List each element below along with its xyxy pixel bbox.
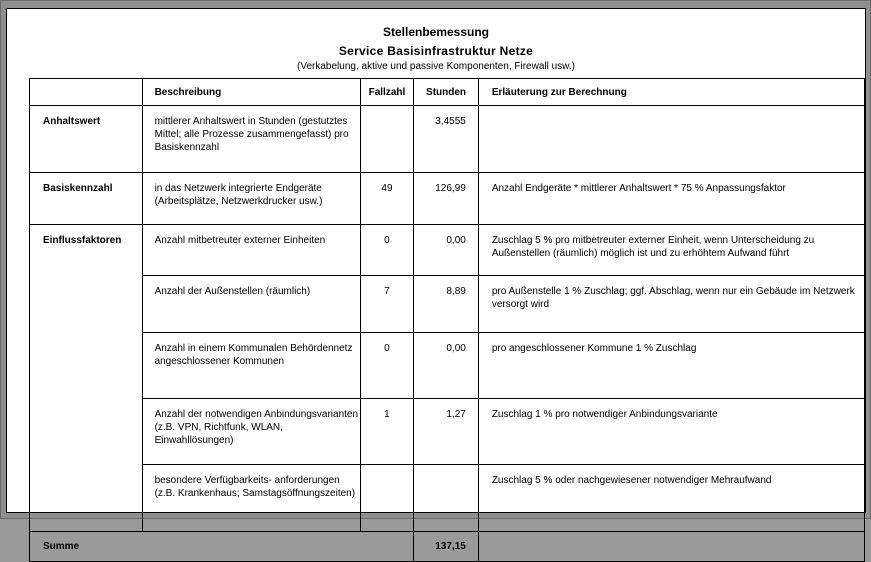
row-label: Basiskennzahl [30, 173, 143, 225]
table-row [30, 173, 865, 225]
header-stunden: Stunden [414, 79, 479, 106]
row-stunden: 0,00 [414, 225, 479, 276]
table-row [30, 276, 865, 333]
row-label [30, 465, 143, 532]
row-fallzahl [360, 465, 414, 532]
row-description: Anzahl der notwendigen Anbindungsvarianten (z.B. VPN, Richtfunk, WLAN, Einwahllösungen) [142, 399, 360, 465]
row-note [478, 106, 864, 173]
summe-value: 137,15 [414, 532, 479, 562]
document-subtitle: Service Basisinfrastruktur Netze [338, 44, 534, 58]
row-fallzahl: 7 [360, 276, 414, 333]
row-description: in das Netzwerk integrierte Endgeräte (Arbeitsplätze, Netzwerkdrucker usw.) [142, 173, 360, 225]
row-note: Zuschlag 5 % pro mitbetreuter externer Einheit, wenn Unterscheidung zu Außenstellen (räumlich) möglich ist und zu erhöhtem Aufwand führt [478, 225, 864, 276]
row-fallzahl: 0 [360, 225, 414, 276]
header-fallzahl: Fallzahl [360, 79, 414, 106]
header-erlaeuterung: Erläuterung zur Berechnung [478, 79, 864, 106]
table-row [30, 333, 865, 399]
row-stunden [414, 465, 479, 532]
row-fallzahl: 0 [360, 333, 414, 399]
row-note: Zuschlag 1 % pro notwendiger Anbindungsvariante [478, 399, 864, 465]
summe-label: Summe [30, 532, 414, 562]
row-note: pro Außenstelle 1 % Zuschlag; ggf. Abschlag, wenn nur ein Gebäude im Netzwerk versorgt wird [478, 276, 864, 333]
row-stunden: 0,00 [414, 333, 479, 399]
row-label: Anhaltswert [30, 106, 143, 173]
row-label [30, 399, 143, 465]
row-description: Anzahl der Außenstellen (räumlich) [142, 276, 360, 333]
document-page [6, 8, 866, 552]
row-label: Einflussfaktoren [30, 225, 143, 276]
table-row [30, 225, 865, 276]
row-note: Zuschlag 5 % oder nachgewiesener notwendiger Mehraufwand [478, 465, 864, 532]
row-note: pro angeschlossener Kommune 1 % Zuschlag [478, 333, 864, 399]
row-description: mittlerer Anhaltswert in Stunden (gestutztes Mittel; alle Prozesse zusammengefasst) pro Basiskennzahl [142, 106, 360, 173]
document-scope: (Verkabelung, aktive und passive Komponenten, Firewall usw.) [297, 61, 575, 72]
row-description: Anzahl in einem Kommunalen Behördennetz angeschlossener Kommunen [142, 333, 360, 399]
document-title: Stellenbemessung [382, 25, 490, 39]
row-stunden: 126,99 [414, 173, 479, 225]
row-fallzahl [360, 106, 414, 173]
header-empty [30, 79, 143, 106]
table-row [30, 106, 865, 173]
row-label [30, 333, 143, 399]
row-note: Anzahl Endgeräte * mittlerer Anhaltswert * 75 % Anpassungsfaktor [478, 173, 864, 225]
summary-row [30, 532, 865, 562]
row-fallzahl: 49 [360, 173, 414, 225]
header-beschreibung: Beschreibung [142, 79, 360, 106]
table-row [30, 465, 865, 532]
row-fallzahl: 1 [360, 399, 414, 465]
row-description: Anzahl mitbetreuter externer Einheiten [142, 225, 360, 276]
table-header-row [30, 79, 865, 106]
row-stunden: 1,27 [414, 399, 479, 465]
calculation-table [29, 78, 865, 562]
summe-note-empty [478, 532, 864, 562]
row-stunden: 8,89 [414, 276, 479, 333]
row-description: besondere Verfügbarkeits- anforderungen (z.B. Krankenhaus; Samstagsöffnungszeiten) [142, 465, 360, 532]
table-row [30, 399, 865, 465]
row-label [30, 276, 143, 333]
row-stunden: 3,4555 [414, 106, 479, 173]
